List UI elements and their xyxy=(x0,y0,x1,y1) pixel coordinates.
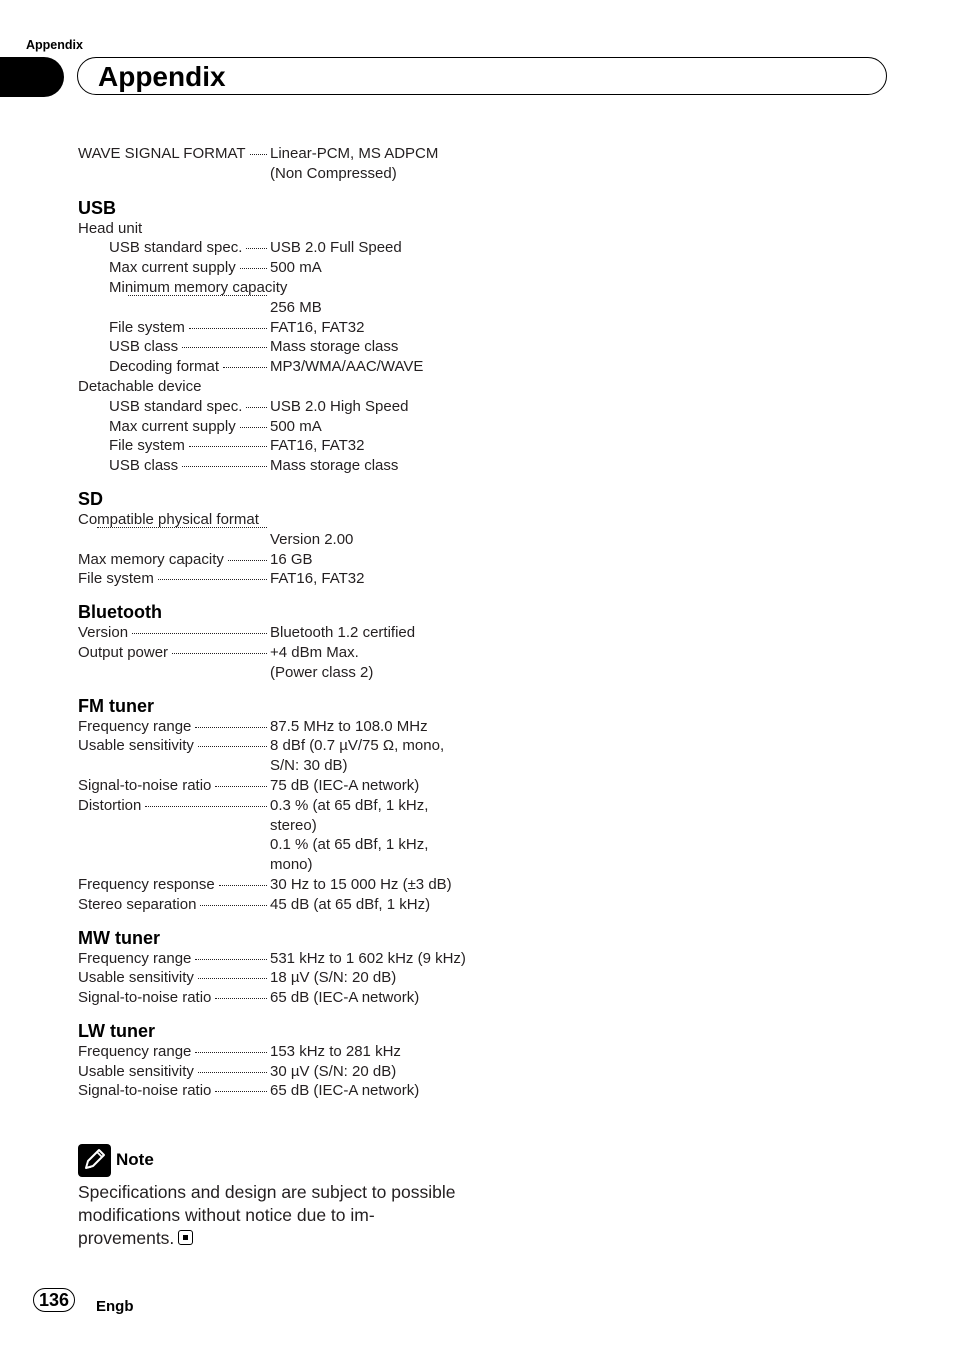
language-code: Engb xyxy=(96,1298,134,1315)
spec-row: Frequency range 531 kHz to 1 602 kHz (9 kHz) xyxy=(78,949,466,967)
page-number: 136 xyxy=(33,1288,75,1312)
spec-row: Output power +4 dBm Max. (Power class 2) xyxy=(78,643,374,681)
spec-row: Max memory capacity 16 GB xyxy=(78,550,313,568)
leader-dots xyxy=(250,154,267,155)
leader-dots xyxy=(215,786,267,787)
spec-row: Decoding format MP3/WMA/AAC/WAVE xyxy=(109,358,424,376)
leader-dots xyxy=(189,328,267,329)
running-head: Appendix xyxy=(26,38,83,52)
leader-dots xyxy=(198,1072,267,1073)
leader-dots xyxy=(215,998,267,999)
leader-dots xyxy=(240,427,267,428)
leader-dots xyxy=(246,248,267,249)
leader-dots xyxy=(189,446,267,447)
leader-dots xyxy=(97,527,267,528)
leader-dots xyxy=(240,268,267,269)
leader-dots xyxy=(132,633,267,634)
spec-row: USB standard spec. USB 2.0 Full Speed xyxy=(109,239,402,257)
note-text: Specifications and design are subject to possible modifications without notice due to im- provements. xyxy=(78,1182,456,1248)
spec-row: USB standard spec. USB 2.0 High Speed xyxy=(109,397,409,415)
spec-row: File system FAT16, FAT32 xyxy=(78,570,365,588)
section-heading-mw-tuner: MW tuner xyxy=(78,927,160,948)
spec-row: Max current supply 500 mA xyxy=(109,417,322,435)
spec-label-min-memory: Minimum memory capacity xyxy=(109,278,288,296)
leader-dots xyxy=(145,806,267,807)
leader-dots xyxy=(219,885,267,886)
note-title: Note xyxy=(116,1150,154,1169)
spec-row-wave xyxy=(78,144,478,184)
leader-dots xyxy=(195,1052,267,1053)
page-title: Appendix xyxy=(98,61,226,92)
section-heading-fm-tuner: FM tuner xyxy=(78,695,154,716)
spec-row: 256 MB xyxy=(78,298,478,318)
spec-row: Distortion 0.3 % (at 65 dBf, 1 kHz, stereo) 0.1 % (at 65 dBf, 1 kHz, mono) xyxy=(78,796,429,874)
spec-row: Signal-to-noise ratio 65 dB (IEC-A network) xyxy=(78,1082,420,1100)
leader-dots xyxy=(128,295,267,296)
title-tab xyxy=(0,57,64,97)
spec-row: Version 2.00 xyxy=(78,530,478,550)
leader-dots xyxy=(195,959,267,960)
section-heading-bluetooth: Bluetooth xyxy=(78,602,162,623)
spec-row: Max current supply 500 mA xyxy=(109,259,322,277)
subheading-detachable-device: Detachable device xyxy=(78,377,202,395)
leader-dots xyxy=(182,347,267,348)
section-heading-sd: SD xyxy=(78,488,104,509)
spec-label-compatible-format: Compatible physical format xyxy=(78,510,259,528)
leader-dots xyxy=(200,905,267,906)
spec-row: Usable sensitivity 18 µV (S/N: 20 dB) xyxy=(78,969,397,987)
spec-row: Signal-to-noise ratio 75 dB (IEC-A network) xyxy=(78,776,420,794)
leader-dots xyxy=(158,579,267,580)
leader-dots xyxy=(228,560,267,561)
section-heading-lw-tuner: LW tuner xyxy=(78,1020,155,1041)
end-of-section-icon xyxy=(178,1230,193,1245)
spec-row: File system FAT16, FAT32 xyxy=(109,318,365,336)
section-heading-usb: USB xyxy=(78,197,117,218)
spec-row: Signal-to-noise ratio 65 dB (IEC-A network) xyxy=(78,989,420,1007)
spec-row: Usable sensitivity 30 µV (S/N: 20 dB) xyxy=(78,1062,397,1080)
leader-dots xyxy=(198,978,267,979)
leader-dots xyxy=(172,653,267,654)
spec-row: File system FAT16, FAT32 xyxy=(109,437,365,455)
spec-row: USB class Mass storage class xyxy=(109,338,399,356)
spec-value: Linear-PCM, MS ADPCM (Non Compressed) xyxy=(270,145,439,182)
spec-row: Version Bluetooth 1.2 certified xyxy=(78,624,416,642)
spec-content xyxy=(78,144,478,1101)
subheading-head-unit: Head unit xyxy=(78,219,143,237)
note-block xyxy=(78,1143,478,1250)
spec-label: WAVE SIGNAL FORMAT xyxy=(78,145,246,162)
leader-dots xyxy=(195,727,267,728)
leader-dots xyxy=(182,466,267,467)
note-pencil-icon xyxy=(78,1144,111,1177)
leader-dots xyxy=(215,1091,267,1092)
leader-dots xyxy=(223,367,267,368)
spec-row: Frequency range 153 kHz to 281 kHz xyxy=(78,1042,401,1060)
spec-row: Usable sensitivity 8 dBf (0.7 µV/75 Ω, mono, S/N: 30 dB) xyxy=(78,737,445,775)
spec-row: Stereo separation 45 dB (at 65 dBf, 1 kHz) xyxy=(78,895,431,913)
leader-dots xyxy=(246,407,267,408)
spec-row: Frequency response 30 Hz to 15 000 Hz (±3 dB) xyxy=(78,875,452,893)
spec-row: Frequency range 87.5 MHz to 108.0 MHz xyxy=(78,717,428,735)
title-bar xyxy=(77,57,887,95)
spec-row: USB class Mass storage class xyxy=(109,457,399,475)
leader-dots xyxy=(198,746,267,747)
